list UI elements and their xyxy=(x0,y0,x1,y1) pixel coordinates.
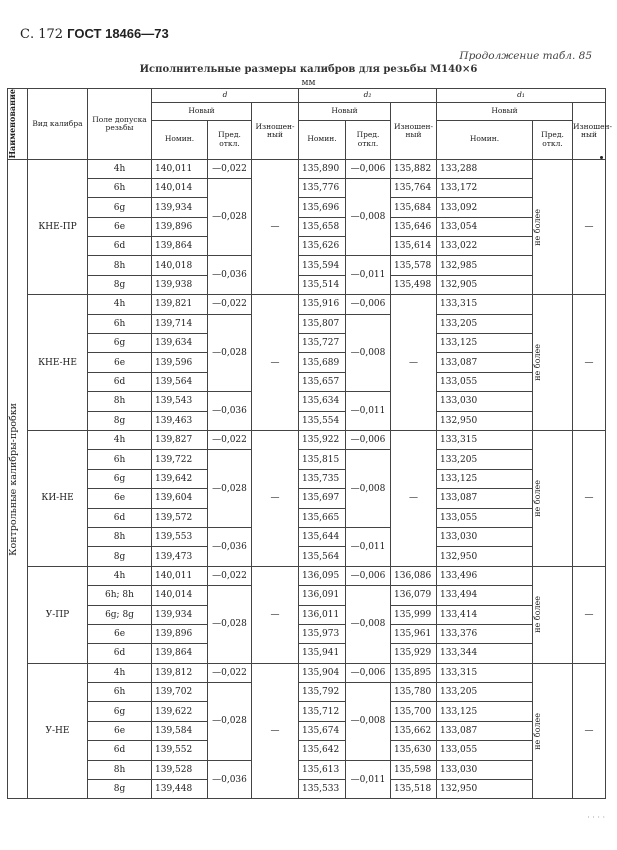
table-row xyxy=(8,586,606,605)
d1-nominal: 133,030 xyxy=(437,760,533,779)
tolerance-field: 8g xyxy=(88,780,152,799)
d2-nominal: 135,696 xyxy=(299,198,346,217)
d-nominal: 139,553 xyxy=(152,527,208,546)
d-worn: — xyxy=(252,159,299,295)
d2-worn: 136,079 xyxy=(391,586,437,605)
col-header-d-dev: Пред. откл. xyxy=(208,120,252,159)
d2-nominal: 135,807 xyxy=(299,314,346,333)
d-nominal: 140,014 xyxy=(152,586,208,605)
d2-worn: 135,764 xyxy=(391,178,437,197)
table-row xyxy=(8,760,606,779)
d2-deviation: —0,006 xyxy=(346,431,391,450)
tolerance-field: 6e xyxy=(88,217,152,236)
d2-nominal: 135,634 xyxy=(299,392,346,411)
d2-worn: 135,498 xyxy=(391,275,437,294)
col-header-d2-new: Новый xyxy=(299,103,391,121)
table-row xyxy=(8,527,606,546)
calibre-dimensions-table xyxy=(7,88,613,799)
calibre-type: У-НЕ xyxy=(28,663,88,799)
d2-nominal: 135,712 xyxy=(299,702,346,721)
tolerance-field: 6h xyxy=(88,314,152,333)
table-row xyxy=(8,780,606,799)
d1-nominal: 133,288 xyxy=(437,159,533,178)
d2-nominal: 135,689 xyxy=(299,353,346,372)
d2-deviation: —0,008 xyxy=(346,586,391,664)
table-row xyxy=(8,334,606,353)
tolerance-field: 6h xyxy=(88,683,152,702)
d2-nominal: 135,674 xyxy=(299,721,346,740)
d2-nominal: 135,613 xyxy=(299,760,346,779)
d-nominal: 139,463 xyxy=(152,411,208,430)
d-nominal: 139,896 xyxy=(152,217,208,236)
d-nominal: 139,896 xyxy=(152,624,208,643)
d2-deviation: —0,006 xyxy=(346,663,391,682)
d2-deviation: —0,008 xyxy=(346,683,391,761)
col-header-type: Вид калибра xyxy=(28,89,88,160)
d1-nominal: 133,205 xyxy=(437,683,533,702)
table-row xyxy=(8,392,606,411)
d-nominal: 139,702 xyxy=(152,683,208,702)
d1-nominal: 133,125 xyxy=(437,702,533,721)
d-deviation: —0,022 xyxy=(208,566,252,585)
d-worn: — xyxy=(252,663,299,799)
d2-deviation: —0,006 xyxy=(346,159,391,178)
d-deviation: —0,036 xyxy=(208,256,252,295)
col-header-d1-worn: Изношен-ный xyxy=(573,103,606,160)
d-nominal: 139,448 xyxy=(152,780,208,799)
d1-nominal: 133,087 xyxy=(437,721,533,740)
col-header-d2-dev: Пред. откл. xyxy=(346,120,391,159)
table-row xyxy=(8,256,606,275)
d2-nominal: 135,735 xyxy=(299,469,346,488)
table-row xyxy=(8,411,606,430)
tolerance-field: 6d xyxy=(88,508,152,527)
d-deviation: —0,022 xyxy=(208,295,252,314)
d1-nominal: 133,376 xyxy=(437,624,533,643)
d-deviation: —0,022 xyxy=(208,431,252,450)
d1-deviation xyxy=(533,159,573,295)
d2-worn: 135,700 xyxy=(391,702,437,721)
d2-worn: 135,882 xyxy=(391,159,437,178)
tolerance-field: 6d xyxy=(88,644,152,663)
d-nominal: 139,722 xyxy=(152,450,208,469)
d2-deviation: —0,011 xyxy=(346,392,391,431)
d-nominal: 139,714 xyxy=(152,314,208,333)
tolerance-field: 8h xyxy=(88,760,152,779)
tolerance-field: 4h xyxy=(88,159,152,178)
d1-nominal: 133,030 xyxy=(437,527,533,546)
standard-code: ГОСТ 18466—73 xyxy=(67,26,169,41)
d-worn: — xyxy=(252,431,299,567)
calibre-type: КНЕ-НЕ xyxy=(28,295,88,431)
d2-nominal: 135,626 xyxy=(299,237,346,256)
col-header-name: Наименование xyxy=(8,89,28,160)
d2-nominal: 135,727 xyxy=(299,334,346,353)
d1-nominal: 133,087 xyxy=(437,489,533,508)
d-deviation: —0,028 xyxy=(208,178,252,256)
tolerance-field: 6e xyxy=(88,353,152,372)
d-nominal: 140,018 xyxy=(152,256,208,275)
d-nominal: 139,864 xyxy=(152,237,208,256)
d2-worn: — xyxy=(391,295,437,431)
d-nominal: 139,622 xyxy=(152,702,208,721)
tolerance-field: 6e xyxy=(88,721,152,740)
d-deviation: —0,036 xyxy=(208,527,252,566)
table-row xyxy=(8,605,606,624)
col-header-d2: d₂ xyxy=(299,89,437,103)
d2-nominal: 135,594 xyxy=(299,256,346,275)
table-row xyxy=(8,547,606,566)
d-nominal: 139,473 xyxy=(152,547,208,566)
d-nominal: 139,634 xyxy=(152,334,208,353)
table-row xyxy=(8,159,606,178)
tolerance-field: 8g xyxy=(88,547,152,566)
d-worn: — xyxy=(252,295,299,431)
d2-deviation: —0,011 xyxy=(346,256,391,295)
table-row xyxy=(8,663,606,682)
d1-nominal: 133,125 xyxy=(437,469,533,488)
not-more-label: не более xyxy=(533,208,542,246)
d1-nominal: 133,172 xyxy=(437,178,533,197)
d2-deviation: —0,008 xyxy=(346,314,391,392)
d1-nominal: 132,905 xyxy=(437,275,533,294)
d2-worn: — xyxy=(391,431,437,567)
table-row xyxy=(8,237,606,256)
table-row xyxy=(8,353,606,372)
d2-nominal: 135,644 xyxy=(299,527,346,546)
d1-nominal: 133,087 xyxy=(437,353,533,372)
not-more-label: не более xyxy=(533,479,542,517)
d2-nominal: 135,642 xyxy=(299,741,346,760)
d1-nominal: 133,494 xyxy=(437,586,533,605)
table-unit: мм xyxy=(301,78,316,88)
d2-nominal: 135,554 xyxy=(299,411,346,430)
tolerance-field: 8h xyxy=(88,256,152,275)
d1-nominal: 133,054 xyxy=(437,217,533,236)
d2-nominal: 135,792 xyxy=(299,683,346,702)
d2-nominal: 135,657 xyxy=(299,372,346,391)
tolerance-field: 6g xyxy=(88,702,152,721)
d-worn: — xyxy=(252,566,299,663)
tolerance-field: 6d xyxy=(88,741,152,760)
d1-nominal: 133,055 xyxy=(437,508,533,527)
d2-nominal: 135,564 xyxy=(299,547,346,566)
tolerance-field: 4h xyxy=(88,295,152,314)
d-nominal: 139,821 xyxy=(152,295,208,314)
d2-nominal: 135,941 xyxy=(299,644,346,663)
tolerance-field: 8g xyxy=(88,411,152,430)
d2-worn: 135,578 xyxy=(391,256,437,275)
col-header-d2-nom: Номин. xyxy=(299,120,346,159)
d1-nominal: 132,950 xyxy=(437,547,533,566)
d2-worn: 136,086 xyxy=(391,566,437,585)
d-nominal: 140,011 xyxy=(152,159,208,178)
table-row xyxy=(8,450,606,469)
d2-worn: 135,614 xyxy=(391,237,437,256)
table-row xyxy=(8,489,606,508)
d1-deviation xyxy=(533,295,573,431)
table-row xyxy=(8,275,606,294)
d2-nominal: 135,665 xyxy=(299,508,346,527)
d2-nominal: 135,514 xyxy=(299,275,346,294)
d-nominal: 140,014 xyxy=(152,178,208,197)
tolerance-field: 6e xyxy=(88,489,152,508)
tolerance-field: 6d xyxy=(88,237,152,256)
d-deviation: —0,028 xyxy=(208,314,252,392)
table-continuation-note: Продолжение табл. 85 xyxy=(459,50,592,62)
d-nominal: 139,572 xyxy=(152,508,208,527)
d1-nominal: 133,344 xyxy=(437,644,533,663)
d1-deviation xyxy=(533,431,573,567)
d-nominal: 139,934 xyxy=(152,198,208,217)
tolerance-field: 4h xyxy=(88,566,152,585)
d2-nominal: 135,890 xyxy=(299,159,346,178)
d-nominal: 139,827 xyxy=(152,431,208,450)
tolerance-field: 6g xyxy=(88,469,152,488)
col-header-d1-nom: Номин. xyxy=(437,120,533,159)
d1-nominal: 133,055 xyxy=(437,372,533,391)
tolerance-field: 6d xyxy=(88,372,152,391)
tolerance-field: 8h xyxy=(88,527,152,546)
d2-nominal: 135,533 xyxy=(299,780,346,799)
d1-nominal: 133,030 xyxy=(437,392,533,411)
d1-nominal: 133,022 xyxy=(437,237,533,256)
d-nominal: 139,642 xyxy=(152,469,208,488)
table-row xyxy=(8,178,606,197)
d2-nominal: 135,776 xyxy=(299,178,346,197)
d2-worn: 135,598 xyxy=(391,760,437,779)
d1-worn: — xyxy=(573,566,606,663)
d2-nominal: 135,922 xyxy=(299,431,346,450)
d-deviation: —0,022 xyxy=(208,159,252,178)
d-nominal: 139,596 xyxy=(152,353,208,372)
d2-nominal: 135,815 xyxy=(299,450,346,469)
table-row xyxy=(8,644,606,663)
header-row-1 xyxy=(8,89,606,103)
d-nominal: 139,528 xyxy=(152,760,208,779)
d2-worn: 135,518 xyxy=(391,780,437,799)
d2-worn: 135,961 xyxy=(391,624,437,643)
d2-deviation: —0,011 xyxy=(346,527,391,566)
d2-nominal: 136,011 xyxy=(299,605,346,624)
table-row xyxy=(8,295,606,314)
d2-deviation: —0,008 xyxy=(346,450,391,528)
d1-nominal: 133,315 xyxy=(437,295,533,314)
d-deviation: —0,028 xyxy=(208,450,252,528)
d1-deviation xyxy=(533,566,573,663)
col-header-tolerance: Поле допуска резьбы xyxy=(88,89,152,160)
col-header-d1-dev: Пред. откл. xyxy=(533,120,573,159)
tolerance-field: 4h xyxy=(88,431,152,450)
table-row xyxy=(8,741,606,760)
d2-worn: 135,999 xyxy=(391,605,437,624)
d-nominal: 139,934 xyxy=(152,605,208,624)
d-nominal: 139,543 xyxy=(152,392,208,411)
d-deviation: —0,028 xyxy=(208,586,252,664)
tolerance-field: 6g xyxy=(88,198,152,217)
d-nominal: 140,011 xyxy=(152,566,208,585)
d1-worn: — xyxy=(573,295,606,431)
table-row xyxy=(8,372,606,391)
tolerance-field: 6h; 8h xyxy=(88,586,152,605)
col-header-d: d xyxy=(152,89,299,103)
tolerance-field: 6h xyxy=(88,450,152,469)
d2-worn: 135,646 xyxy=(391,217,437,236)
table-row xyxy=(8,702,606,721)
page-header-left xyxy=(20,26,169,42)
group-name: Контрольные калибры-пробки xyxy=(8,402,19,556)
d2-worn: 135,895 xyxy=(391,663,437,682)
d1-worn: — xyxy=(573,663,606,799)
tolerance-field: 6g xyxy=(88,334,152,353)
calibre-type: КИ-НЕ xyxy=(28,431,88,567)
d1-nominal: 133,315 xyxy=(437,663,533,682)
d2-worn: 135,630 xyxy=(391,741,437,760)
table-row xyxy=(8,508,606,527)
table-row xyxy=(8,683,606,702)
col-header-d1: d₁ xyxy=(437,89,606,103)
table-title: Исполнительные размеры калибров для резьбы М140×6 xyxy=(139,64,478,75)
d1-nominal: 133,414 xyxy=(437,605,533,624)
tolerance-field: 6h xyxy=(88,178,152,197)
tolerance-field: 8g xyxy=(88,275,152,294)
d1-nominal: 132,985 xyxy=(437,256,533,275)
d2-deviation: —0,006 xyxy=(346,295,391,314)
d-nominal: 139,564 xyxy=(152,372,208,391)
d2-deviation: —0,011 xyxy=(346,760,391,799)
d2-worn: 135,662 xyxy=(391,721,437,740)
d1-nominal: 132,950 xyxy=(437,411,533,430)
d2-nominal: 135,916 xyxy=(299,295,346,314)
d2-nominal: 136,095 xyxy=(299,566,346,585)
d2-nominal: 136,091 xyxy=(299,586,346,605)
not-more-label: не более xyxy=(533,712,542,750)
d1-deviation xyxy=(533,663,573,799)
d-nominal: 139,812 xyxy=(152,663,208,682)
table-row xyxy=(8,217,606,236)
d-nominal: 139,864 xyxy=(152,644,208,663)
group-name-cell xyxy=(8,159,28,799)
d2-nominal: 135,658 xyxy=(299,217,346,236)
d2-nominal: 135,904 xyxy=(299,663,346,682)
d1-nominal: 133,315 xyxy=(437,431,533,450)
tolerance-field: 6e xyxy=(88,624,152,643)
d-nominal: 139,938 xyxy=(152,275,208,294)
col-header-d-nom: Номин. xyxy=(152,120,208,159)
d1-worn: — xyxy=(573,159,606,295)
d2-deviation: —0,006 xyxy=(346,566,391,585)
d1-worn: — xyxy=(573,431,606,567)
tolerance-field: 6g; 8g xyxy=(88,605,152,624)
d2-worn: 135,780 xyxy=(391,683,437,702)
d-deviation: —0,036 xyxy=(208,760,252,799)
corner-mark: · · · · xyxy=(587,813,605,822)
table-row xyxy=(8,469,606,488)
table-row xyxy=(8,431,606,450)
d-deviation: —0,036 xyxy=(208,392,252,431)
col-header-d2-worn: Изношен-ный xyxy=(391,103,437,160)
d2-nominal: 135,697 xyxy=(299,489,346,508)
table-row xyxy=(8,624,606,643)
d2-nominal: 135,973 xyxy=(299,624,346,643)
col-header-d-worn: Изношен-ный xyxy=(252,103,299,160)
d-nominal: 139,552 xyxy=(152,741,208,760)
calibre-type: КНЕ-ПР xyxy=(28,159,88,295)
d1-nominal: 132,950 xyxy=(437,780,533,799)
d-nominal: 139,604 xyxy=(152,489,208,508)
tolerance-field: 8h xyxy=(88,392,152,411)
table-row xyxy=(8,314,606,333)
page-number: С. 172 xyxy=(20,27,64,42)
d1-nominal: 133,125 xyxy=(437,334,533,353)
d1-nominal: 133,205 xyxy=(437,314,533,333)
not-more-label: не более xyxy=(533,344,542,382)
d2-deviation: —0,008 xyxy=(346,178,391,256)
table-row xyxy=(8,566,606,585)
d1-nominal: 133,496 xyxy=(437,566,533,585)
d2-worn: 135,929 xyxy=(391,644,437,663)
d1-nominal: 133,055 xyxy=(437,741,533,760)
tolerance-field: 4h xyxy=(88,663,152,682)
not-more-label: не более xyxy=(533,596,542,634)
col-header-d-new: Новый xyxy=(152,103,252,121)
d-nominal: 139,584 xyxy=(152,721,208,740)
d2-worn: 135,684 xyxy=(391,198,437,217)
table-row xyxy=(8,198,606,217)
d1-nominal: 133,092 xyxy=(437,198,533,217)
table-row xyxy=(8,721,606,740)
d-deviation: —0,028 xyxy=(208,683,252,761)
calibre-type: У-ПР xyxy=(28,566,88,663)
col-header-d1-new: Новый xyxy=(437,103,573,121)
d-deviation: —0,022 xyxy=(208,663,252,682)
d1-nominal: 133,205 xyxy=(437,450,533,469)
